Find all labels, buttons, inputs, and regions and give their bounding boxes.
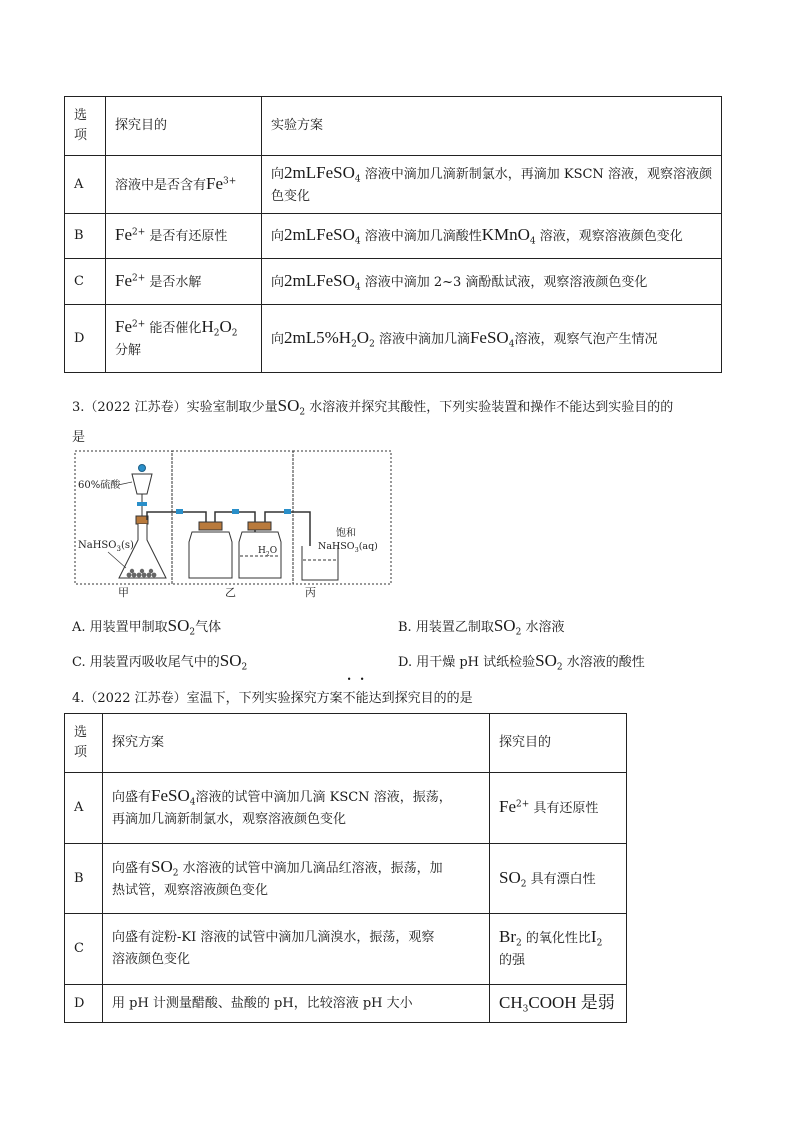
plan-cell: 向$2mL5\%H_2O_2$ 溶液中滴加几滴FeSO$_4$溶液，观察气泡产生情况 [262, 305, 722, 373]
label-nahso3-solid: NaHSO$_3$(s) [78, 540, 134, 553]
tube-clamp [176, 509, 183, 514]
bottle-stopper [248, 522, 271, 530]
aim-cell: $Fe^{2+}$ 具有还原性 [490, 773, 627, 844]
option-3a[interactable]: A. 用装置甲制取$SO_2$气体 [72, 616, 222, 638]
experiment-table-2 [64, 713, 627, 1023]
table-row [65, 156, 722, 214]
question-4-stem: 4.（2022 江苏卷）室温下，下列实验探究方案不能达到探究目的的是 [72, 691, 473, 706]
experiment-table-1 [64, 96, 722, 373]
table-row [65, 844, 627, 914]
plan-cell: 向盛有FeSO$_4$溶液的试管中滴加几滴 KSCN 溶液，振荡， 再滴加几滴新制氯水，观察溶液颜色变化 [103, 773, 490, 844]
header-option: 选项 [65, 714, 103, 773]
header-plan: 探究方案 [103, 714, 490, 773]
option-label: C [65, 259, 106, 305]
label-water: $H_2O$ [258, 546, 278, 558]
aim-cell: $SO_2$ 具有漂白性 [490, 844, 627, 914]
tube-clamp [284, 509, 291, 514]
delivery-tube-1 [147, 512, 206, 528]
aim-cell: $CH_3COOH$ 是弱 [490, 985, 627, 1023]
aim-cell: $Fe^{2+}$ 是否水解 [106, 259, 262, 305]
option-label: C [65, 914, 103, 985]
header-aim: 探究目的 [490, 714, 627, 773]
question-3-stem: 3.（2022 江苏卷）实验室制取少量$SO_2$ 水溶液并探究其酸性，下列实验装置和操作不能达到实验目的的 [72, 396, 674, 418]
option-label: D [65, 985, 103, 1023]
header-plan: 实验方案 [262, 97, 722, 156]
aim-cell: $Br_2$ 的氧化性比$I_2$ 的强 [490, 914, 627, 985]
table-row [65, 305, 722, 373]
header-option: 选项 [65, 97, 106, 156]
option-label: D [65, 305, 106, 373]
option-label: B [65, 844, 103, 914]
label-nahso3-aq: NaHSO$_3$(aq) [318, 541, 378, 554]
label-section-yi: 乙 [225, 586, 236, 598]
table-header-row [65, 97, 722, 156]
question-3-stem-cont: 是 [72, 430, 86, 445]
header-aim: 探究目的 [106, 97, 262, 156]
label-sulfuric-acid: 60%硫酸 [78, 480, 121, 491]
plan-cell: 向2mLFeSO$_4$ 溶液中滴加几滴新制氯水，再滴加 KSCN 溶液，观察溶液颜色变化 [262, 156, 722, 214]
label-section-bing: 丙 [305, 586, 316, 598]
aim-cell: $Fe^{2+}$ 是否有还原性 [106, 214, 262, 259]
table-header-row [65, 714, 627, 773]
plan-cell: 向盛有$SO_2$ 水溶液的试管中滴加几滴品红溶液，振荡，加 热试管，观察溶液颜色变化 [103, 844, 490, 914]
aim-cell: $Fe^{2+}$ 能否催化$H_2O_2$ 分解 [106, 305, 262, 373]
empty-bottle [189, 532, 232, 578]
plan-cell: 向2mLFeSO$_4$ 溶液中滴加几滴酸性KMnO$_4$ 溶液，观察溶液颜色变化 [262, 214, 722, 259]
bottle-stopper [199, 522, 222, 530]
lab-apparatus-figure [74, 450, 394, 598]
plan-cell: 向盛有淀粉-KI 溶液的试管中滴加几滴溴水，振荡，观察 溶液颜色变化 [103, 914, 490, 985]
table-row [65, 985, 627, 1023]
plan-cell: 用 pH 计测量醋酸、盐酸的 pH，比较溶液 pH 大小 [103, 985, 490, 1023]
label-saturated: 饱和 [336, 528, 356, 539]
label-section-jia: 甲 [118, 586, 129, 598]
table-row [65, 259, 722, 305]
option-label: B [65, 214, 106, 259]
separatory-funnel [132, 474, 152, 494]
option-3b[interactable]: B. 用装置乙制取$SO_2$ 水溶液 [398, 616, 565, 638]
option-3c[interactable]: C. 用装置丙吸收尾气中的$SO_2$ [72, 651, 248, 673]
option-label: A [65, 156, 106, 214]
plan-cell: 向2mLFeSO$_4$ 溶液中滴加 2~3 滴酚酞试液，观察溶液颜色变化 [262, 259, 722, 305]
funnel-tap [137, 502, 147, 506]
flask-stopper [136, 516, 148, 524]
aim-cell: 溶液中是否含有$Fe^{3+}$ [106, 156, 262, 214]
option-3d[interactable]: D. 用干燥 pH 试纸检验$SO_2$ 水溶液的酸性 [398, 651, 645, 673]
tube-clamp [232, 509, 239, 514]
table-row [65, 914, 627, 985]
table-row [65, 214, 722, 259]
option-label: A [65, 773, 103, 844]
table-row [65, 773, 627, 844]
funnel-stopper [139, 465, 146, 472]
